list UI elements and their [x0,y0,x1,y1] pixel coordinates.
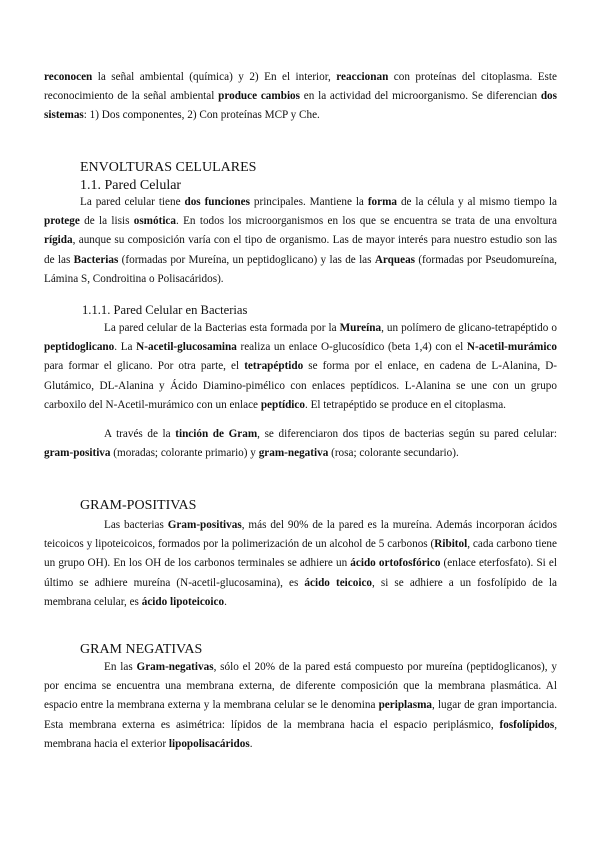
text-run: (rosa; colorante secundario). [328,447,459,460]
subheading-pared-celular: 1.1. Pared Celular [80,178,182,193]
bold-term: gram-positiva [44,447,111,460]
bold-term: tetrapéptido [244,360,304,373]
bold-term: Mureína [339,322,382,334]
text-run: . [249,737,253,750]
text-run: realiza un enlace O-glucosídico (beta 1,4) con el [236,341,467,354]
bold-term: produce cambios [218,90,300,103]
text-run: , cada carbono tiene un grupo OH). En los OH de los carbonos terminales se adhiere un [44,538,557,570]
text-run: , sólo el 20% de la pared está compuesto por mureína (peptidoglicanos), y por encima se encuentra una membrana externa, de diferente composición que la membrana plasmática. Al espacio entre la membrana externa y la membrana celular se le denomina [44,661,557,712]
text-run: . La [114,341,137,354]
text-run: , más del 90% de la pared es la mureína. Además incorporan ácidos teicoicos y lipoteicoicos, formados por la polimerización de un alcohol de 5 carbonos ( [44,519,558,551]
text-run: para formar el glicano. Por otra parte, el [44,360,245,373]
text-run: (enlace eterfosfato). Si el último se adhiere mureína (N-acetil-glucosamina), es [44,557,557,589]
text-run: A través de la [104,428,176,440]
bold-term: peptídico [260,398,305,411]
text-run: , membrana hacia el exterior [44,718,557,750]
bold-term: N-acetil-glucosamina [136,341,237,354]
text-run: con proteínas del citoplasma. Este reconocimiento de la señal ambiental [44,71,557,103]
text-run: , un polímero de glicano-tetrapéptido o [381,322,557,334]
bold-term: ácido teicoico [304,576,373,589]
text-run: la señal ambiental (química) y 2) En el interior, [92,71,337,83]
bold-term: dos funciones [184,196,250,208]
text-run: , lugar de gran importancia. Esta membrana externa es asimétrica: lípidos de la membrana hacia el espacio periplásmico, [44,699,558,731]
text-run: En las [104,661,137,673]
paragraph-pared-celular [44,193,557,289]
bold-term: peptidoglicano [44,341,115,354]
intro-paragraph [44,68,557,126]
paragraph-gram-positivas [44,516,557,612]
text-run: , si se adhiere a un fosfolípido de la membrana celular, es [44,576,557,608]
text-run: en la actividad del microorganismo. Se diferencian [300,90,541,103]
text-run: , aunque su composición varía con el tipo de organismo. Las de mayor interés para nuestro estudio son las de las [44,234,557,266]
bold-term: Arqueas [374,253,416,266]
bold-term: protege [44,215,80,228]
text-run: Las bacterias [104,519,168,531]
bold-term: Bacterias [73,253,119,266]
paragraph-mureina [44,319,557,415]
text-run: principales. Mantiene la [249,196,368,208]
subheading-pared-celular-bacterias: 1.1.1. Pared Celular en Bacterias [82,303,248,317]
text-run: . [224,595,227,608]
text-run: , se diferenciaron dos tipos de bacterias según su pared celular: [257,428,558,440]
text-run: La pared celular de la Bacterias esta formada por la [104,322,340,334]
bold-term: osmótica [133,215,176,228]
bold-term: Ribitol [434,538,468,551]
text-run: se forma por el enlace, en cadena de L-Alanina, D-Glutámico, DL-Alanina y Ácido Diamino-pimélico con enlaces peptídicos. L-Alanina se une con un grupo carboxilo del N-Acetil-murámico con un enlace [44,360,558,411]
heading-gram-positivas: GRAM-POSITIVAS [80,498,197,513]
text-run: . En todos los microorganismos en los que se encuentra se trata de una envoltura [176,215,557,228]
text-run: de la lisis [79,215,134,228]
text-run: de la célula y al mismo tiempo la [397,196,557,208]
bold-term: fosfolípidos [499,718,555,731]
bold-term: reaccionan [336,71,389,83]
bold-term: rígida [44,234,73,247]
bold-term: tinción de Gram [175,428,258,440]
paragraph-tincion-gram [44,425,557,463]
bold-term: forma [367,196,398,208]
text-run: . El tetrapéptido se produce en el citoplasma. [304,398,506,411]
text-run: (moradas; colorante primario) y [110,447,259,460]
bold-term: gram-negativa [258,447,329,460]
bold-term: ácido ortofosfórico [350,557,441,570]
bold-term: Gram-negativas [136,661,214,673]
text-run: : 1) Dos componentes, 2) Con proteínas MCP y Che. [83,109,320,122]
text-run: (formadas por Pseudomureína, Lámina S, Condroitina o Polisacáridos). [44,253,557,285]
bold-term: lipopolisacáridos [168,737,250,750]
bold-term: ácido lipoteicoico [141,595,225,608]
text-run: La pared celular tiene [80,196,185,208]
bold-term: dos sistemas [44,90,557,122]
heading-gram-negativas: GRAM NEGATIVAS [80,642,203,657]
bold-term: Gram-positivas [167,519,242,531]
bold-term: N-acetil-murámico [466,341,557,354]
bold-term: reconocen [44,71,93,83]
bold-term: periplasma [378,699,433,712]
heading-envolturas-celulares: ENVOLTURAS CELULARES [80,160,257,175]
paragraph-gram-negativas [44,658,557,754]
text-run: (formadas por Mureína, un peptidoglicano) y las de las [118,253,375,266]
